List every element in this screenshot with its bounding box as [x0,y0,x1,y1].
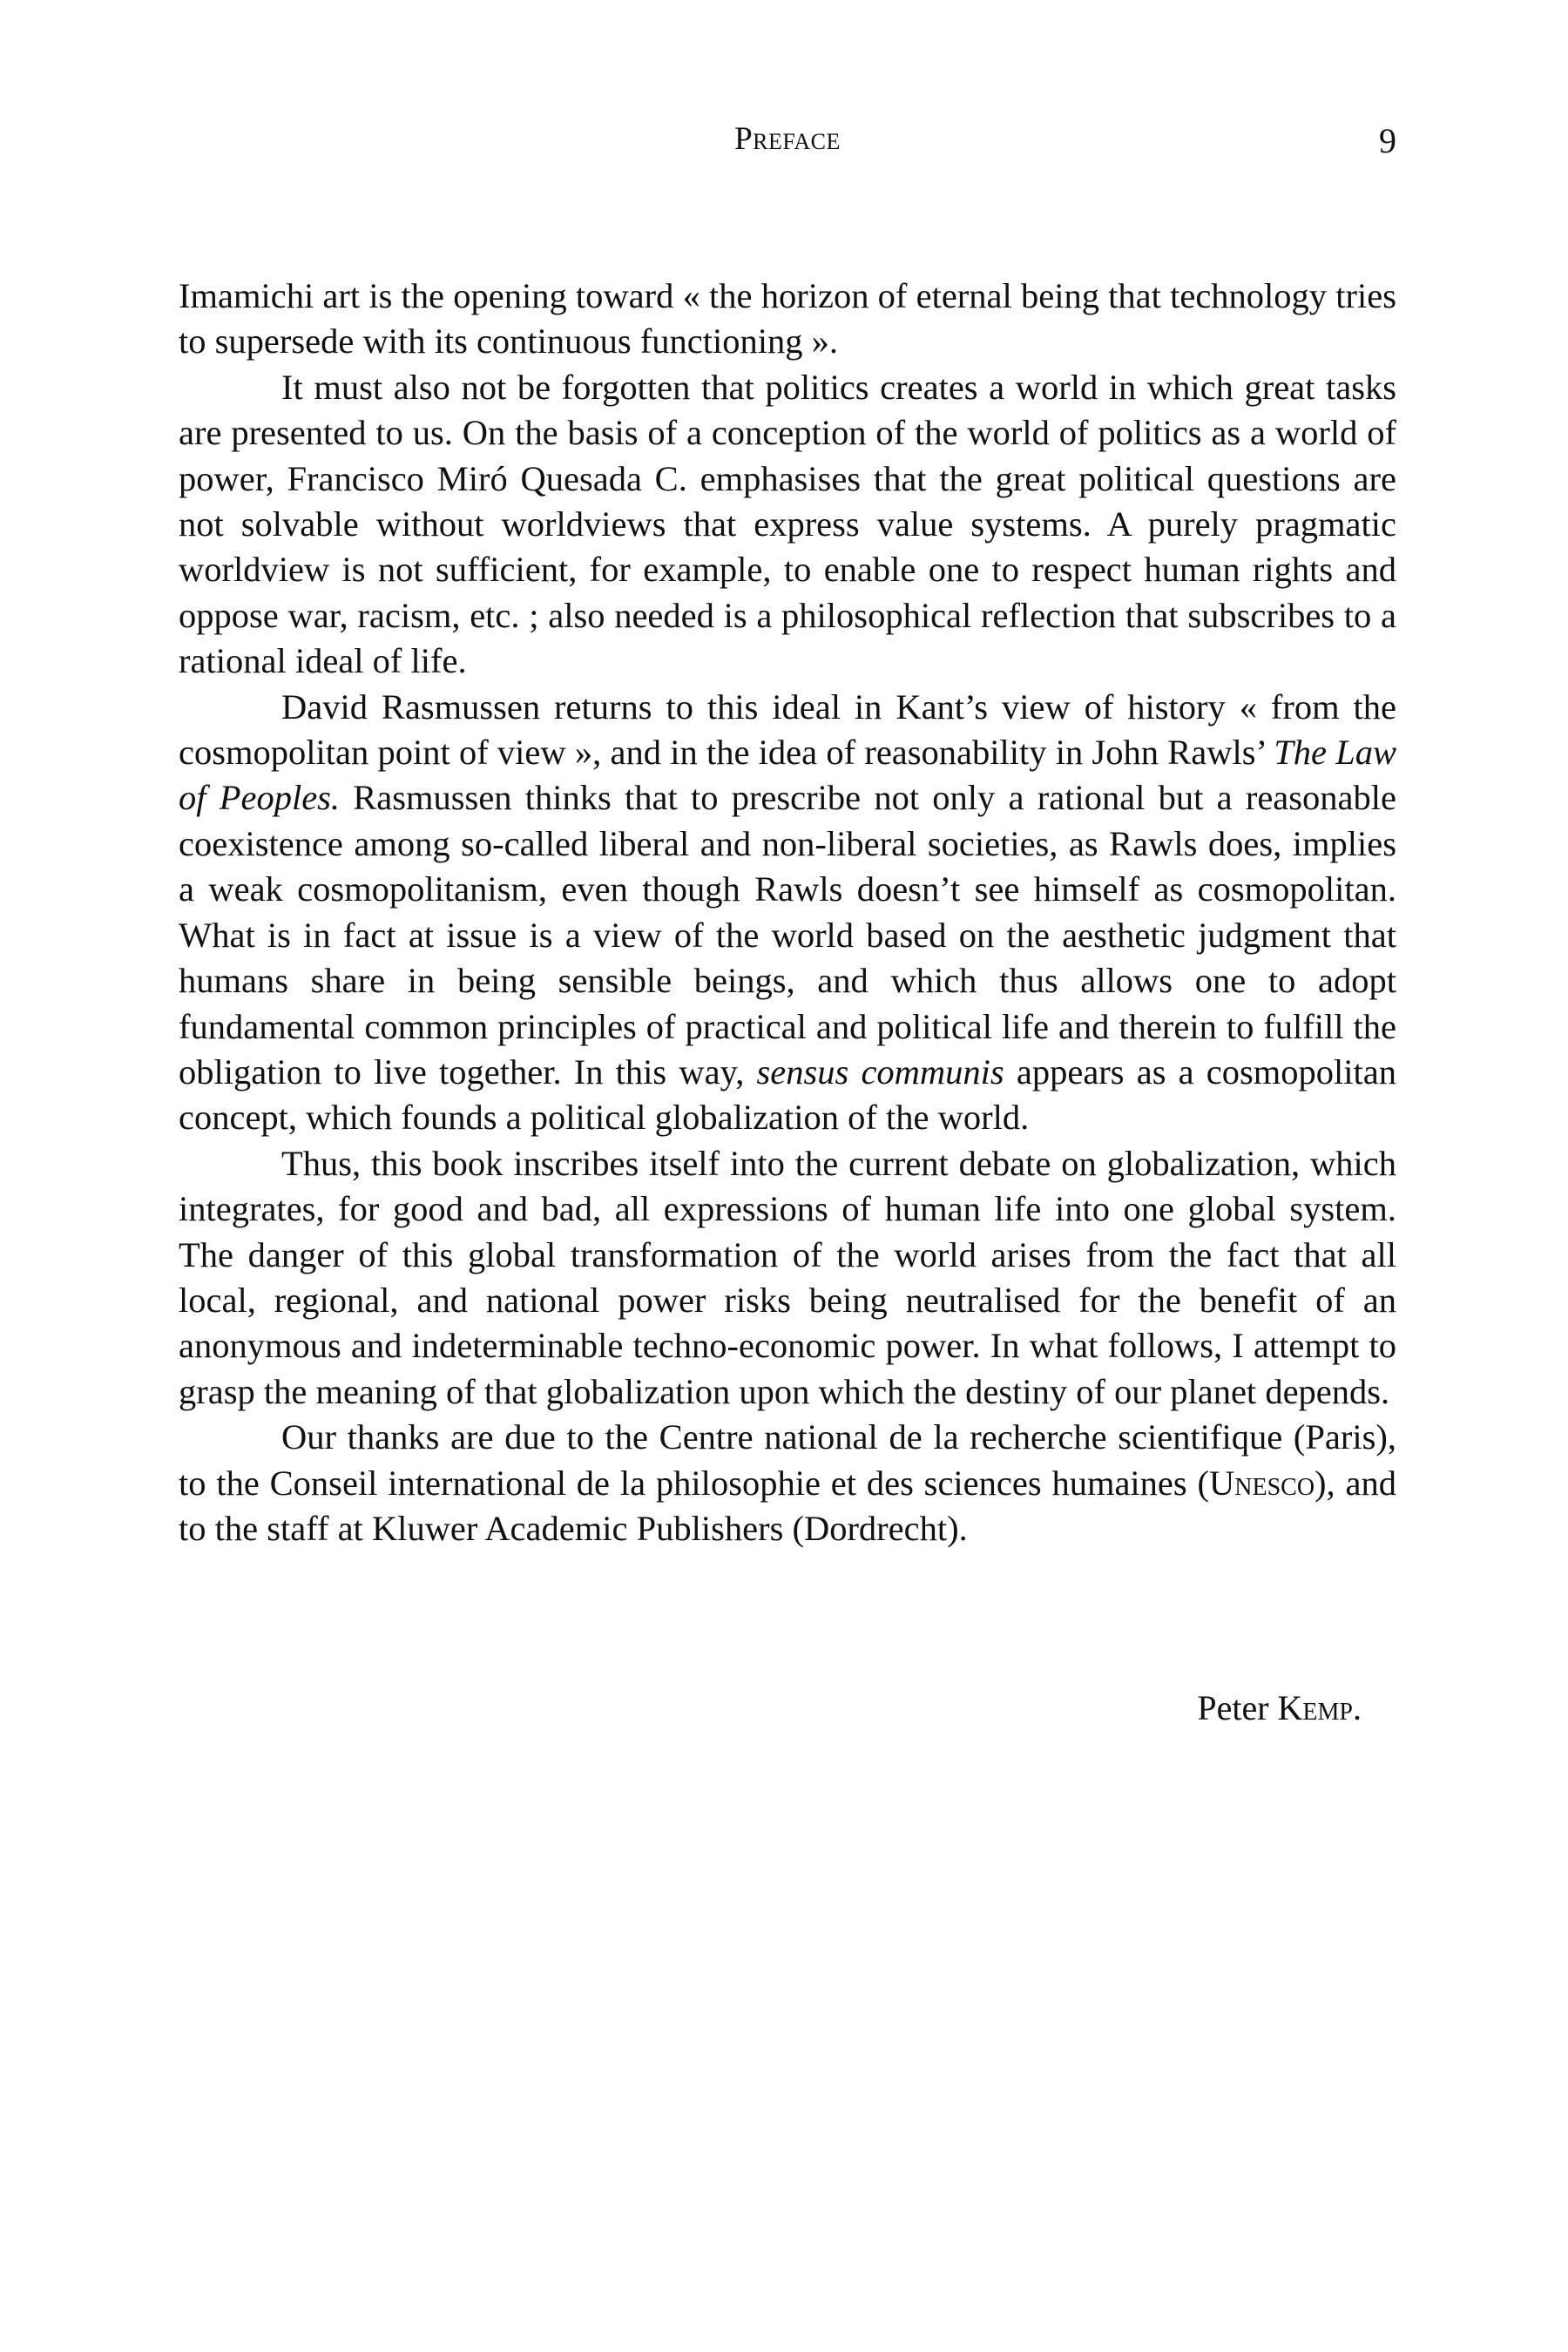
signature [1197,1687,1362,1728]
paragraph-3-text-a: David Rasmussen returns to this ideal in Kant’s view of history « from the cosmopolitan point of view », and in the idea of reasonability in John Rawls’ [179,686,1396,773]
paragraph-1: Imamichi art is the opening toward « the horizon of eternal being that technology tries to supersede with its continuous functioning ». [179,276,1396,362]
signature-first-name: Peter [1197,1688,1269,1727]
paragraph-5-text-a: Our thanks are due to the Centre national de la recherche scientifique (Paris), to the Conseil international de la philosophie et des sciences humaines ( [179,1417,1396,1503]
paragraph-5-text-b: ), and to the staff at Kluwer Academic Publishers (Dordrecht). [179,1463,1396,1548]
paragraph-3-text-b: Rasmussen thinks that to prescribe not only a rational but a reasonable coexistence among so-called liberal and non-liberal societies, as Rawls does, implies a weak cosmopolitanism, even though Rawls doesn’t see himself as cosmopolitan. What is in fact at issue is a view of the world based on the aesthetic judgment that humans share in being sensible beings, and which thus allows one to adopt fundamental common principles of practical and political life and therein to fulfill the obligation to live together. In this way, [179,778,1396,1092]
paragraph-4: Thus, this book inscribes itself into the current debate on globalization, which integrates, for good and bad, all expressions of human life into one global system. The danger of this global transformation of the world arises from the fact that all local, regional, and national power risks being neutralised for the benefit of an anonymous and indeterminable techno-economic power. In what follows, I attempt to grasp the meaning of that globalization upon which the destiny of our planet depends. [179,1143,1396,1411]
paragraph-5 [179,1415,1396,1551]
signature-surname: Kemp. [1277,1688,1362,1727]
running-header [179,120,1396,172]
paragraph-3 [179,685,1396,1141]
page-number: 9 [1379,121,1396,160]
running-title: Preface [734,121,841,157]
book-title-law-of-peoples: The Law of Peoples. [179,733,1396,818]
paragraph-2: It must also not be forgotten that politics creates a world in which great tasks are presented to us. On the basis of a conception of the world of politics as a world of power, Francisco Miró Quesada C. emphasises that the great political questions are not solvable without worldviews that express value systems. A purely pragmatic worldview is not sufficient, for example, to enable one to respect human rights and oppose war, racism, etc. ; also needed is a philosophical reflection that subscribes to a rational ideal of life. [179,367,1396,681]
body-text [179,274,1396,1551]
term-sensus-communis: sensus communis [756,1051,1004,1092]
paragraph-3-text-c: appears as a cosmopolitan concept, which founds a political globalization of the world. [179,1051,1396,1138]
org-unesco: Unesco [1209,1463,1315,1503]
